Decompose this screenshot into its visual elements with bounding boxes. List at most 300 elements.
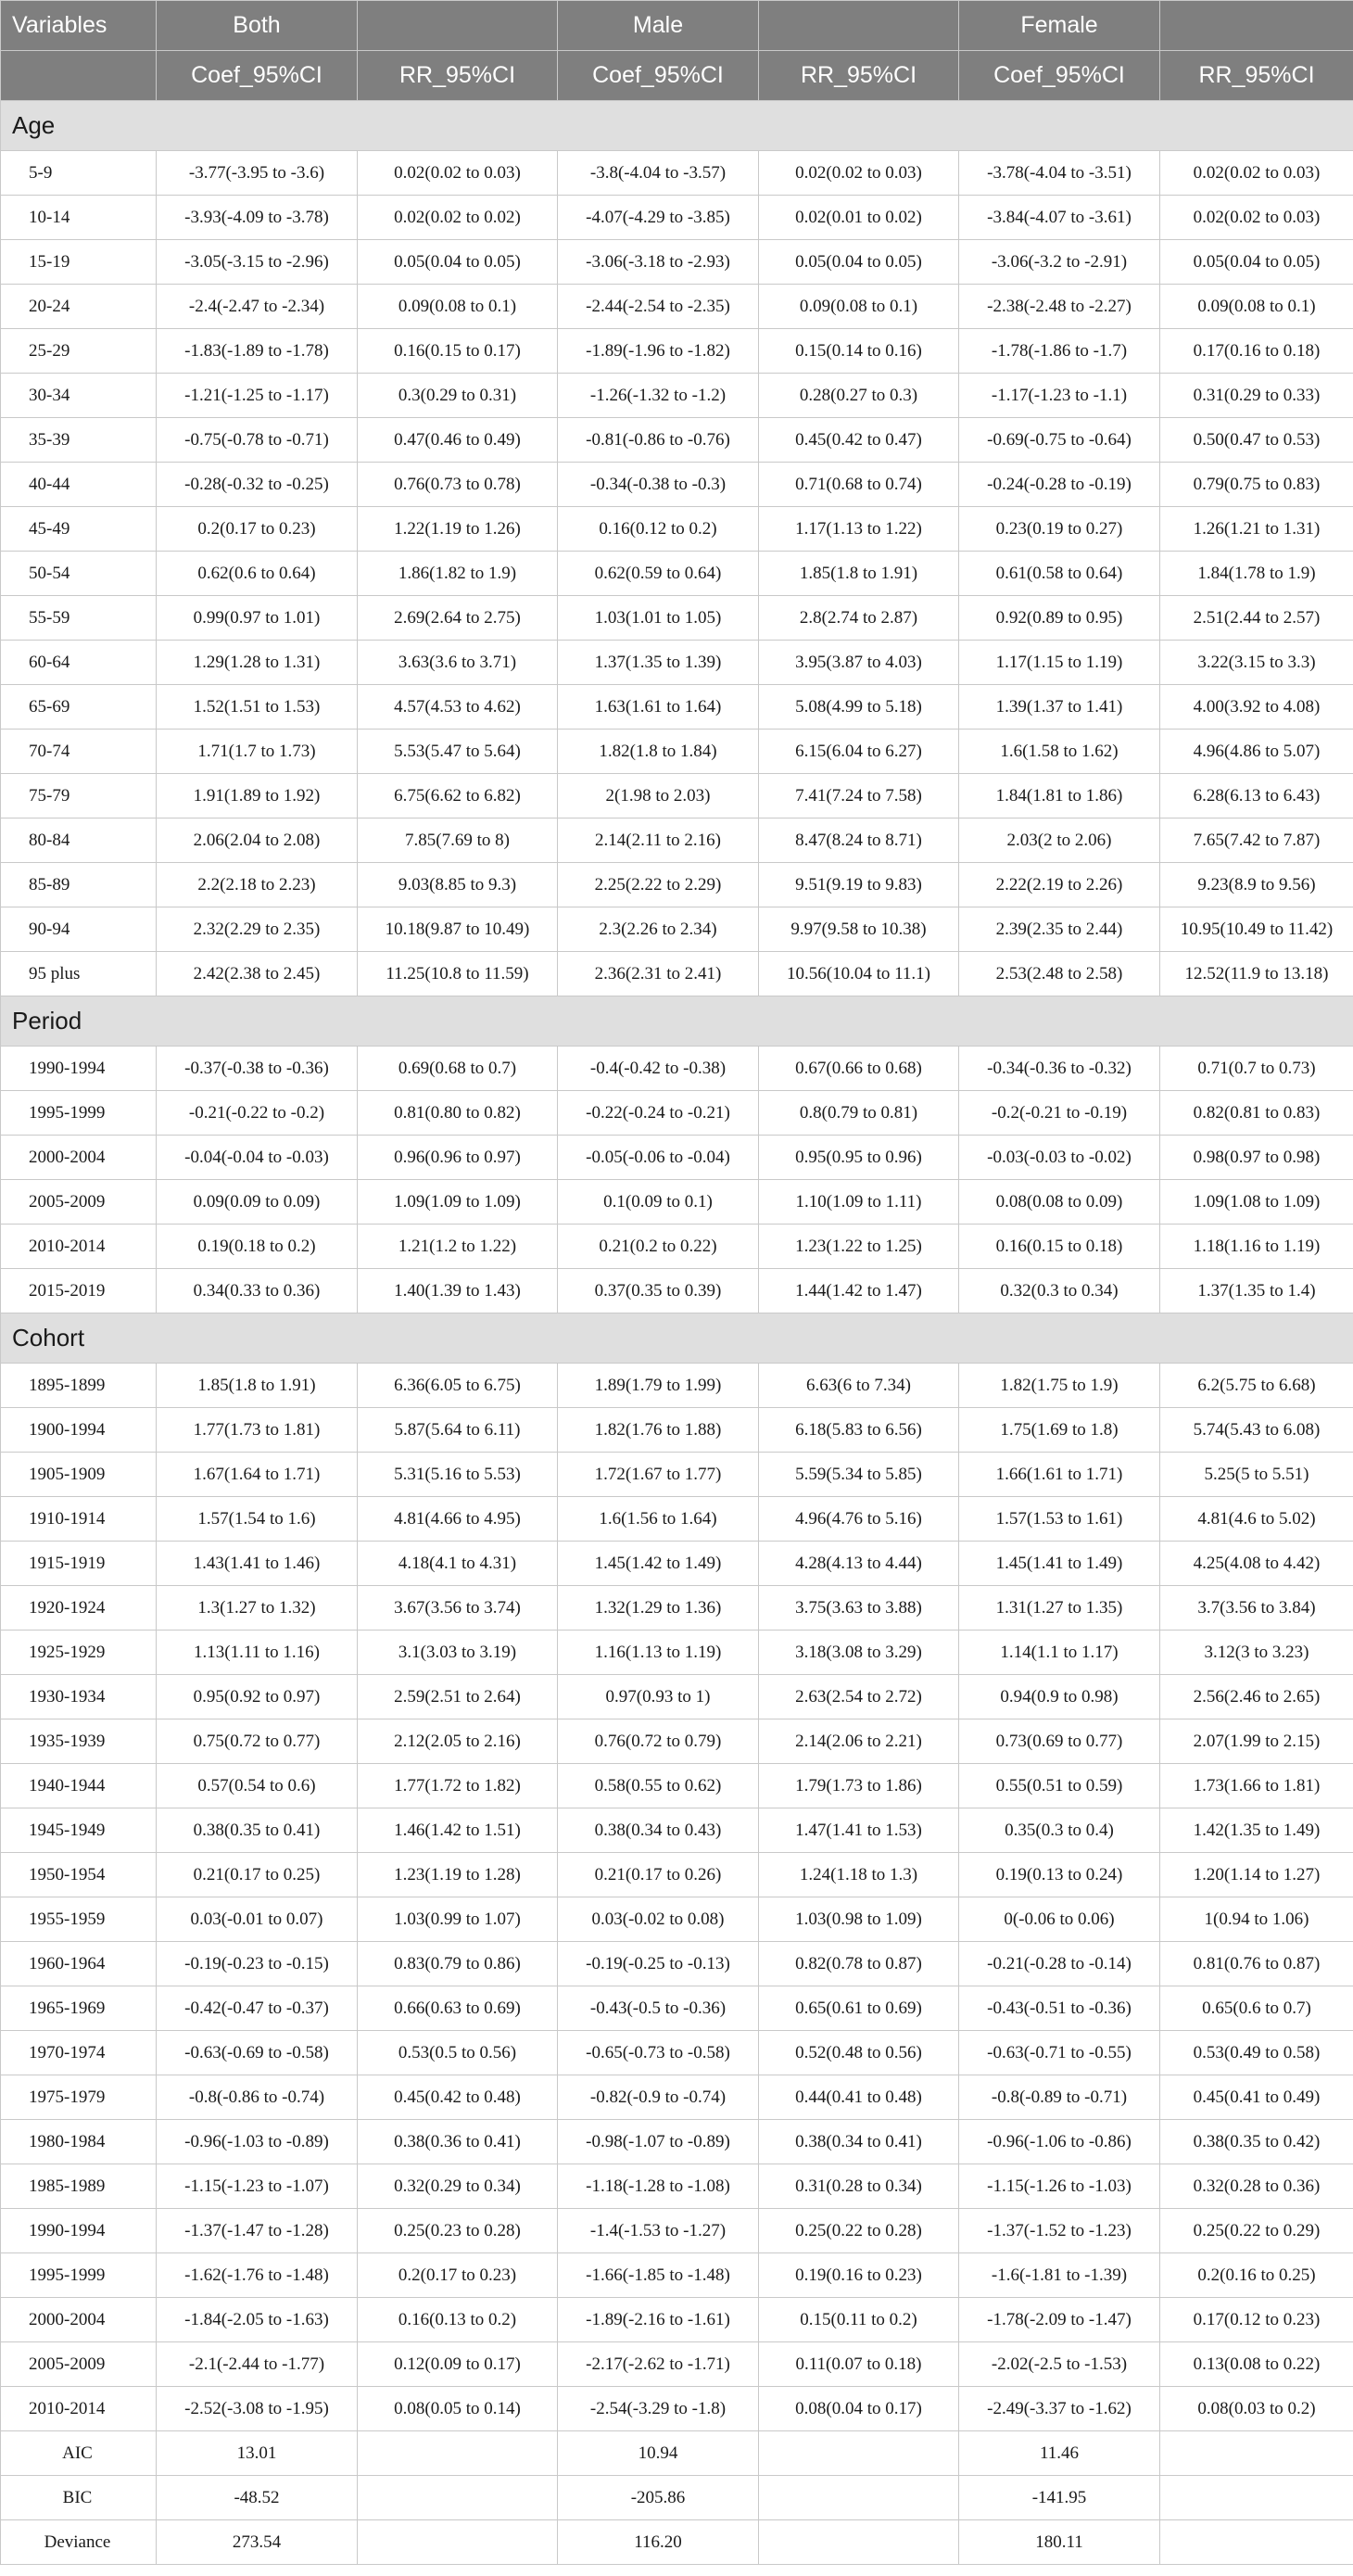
female-rr-cell: 12.52(11.9 to 13.18) bbox=[1160, 952, 1353, 996]
female-rr-cell: 4.00(3.92 to 4.08) bbox=[1160, 685, 1353, 730]
female-coef-cell: -2.49(-3.37 to -1.62) bbox=[959, 2387, 1160, 2431]
both-coef-cell: 2.06(2.04 to 2.08) bbox=[157, 818, 358, 863]
male-coef-cell: 0.21(0.2 to 0.22) bbox=[558, 1225, 759, 1269]
female-coef-cell: 1.14(1.1 to 1.17) bbox=[959, 1631, 1160, 1675]
male-rr-cell: 0.02(0.01 to 0.02) bbox=[759, 196, 959, 240]
female-coef-cell: 0.61(0.58 to 0.64) bbox=[959, 552, 1160, 596]
both-rr-cell: 1.86(1.82 to 1.9) bbox=[358, 552, 558, 596]
row-label-cell: 2015-2019 bbox=[1, 1269, 157, 1313]
male-coef-cell: 0.21(0.17 to 0.26) bbox=[558, 1853, 759, 1897]
male-rr-cell: 0.11(0.07 to 0.18) bbox=[759, 2342, 959, 2387]
both-rr-cell: 1.21(1.2 to 1.22) bbox=[358, 1225, 558, 1269]
both-coef-cell: 1.67(1.64 to 1.71) bbox=[157, 1453, 358, 1497]
male-coef-cell: -205.86 bbox=[558, 2476, 759, 2520]
female-coef-cell: -0.96(-1.06 to -0.86) bbox=[959, 2120, 1160, 2164]
both-rr-cell: 0.53(0.5 to 0.56) bbox=[358, 2031, 558, 2075]
both-coef-cell: 0.21(0.17 to 0.25) bbox=[157, 1853, 358, 1897]
female-coef-cell: 0.35(0.3 to 0.4) bbox=[959, 1808, 1160, 1853]
female-coef-cell: -1.6(-1.81 to -1.39) bbox=[959, 2253, 1160, 2298]
row-label-cell: 70-74 bbox=[1, 730, 157, 774]
header-row-groups bbox=[1, 1, 1353, 51]
both-rr-cell: 1.40(1.39 to 1.43) bbox=[358, 1269, 558, 1313]
female-rr-cell: 5.74(5.43 to 6.08) bbox=[1160, 1408, 1353, 1453]
table-row bbox=[1, 2120, 1353, 2164]
female-rr-cell: 5.25(5 to 5.51) bbox=[1160, 1453, 1353, 1497]
row-label-cell: 75-79 bbox=[1, 774, 157, 818]
both-coef-cell: -0.21(-0.22 to -0.2) bbox=[157, 1091, 358, 1136]
both-coef-cell: 0.34(0.33 to 0.36) bbox=[157, 1269, 358, 1313]
male-coef-cell: 0.76(0.72 to 0.79) bbox=[558, 1719, 759, 1764]
both-rr-cell bbox=[358, 2520, 558, 2565]
female-coef-cell: 0.92(0.89 to 0.95) bbox=[959, 596, 1160, 641]
both-coef-cell: 1.29(1.28 to 1.31) bbox=[157, 641, 358, 685]
both-coef-cell: -0.04(-0.04 to -0.03) bbox=[157, 1136, 358, 1180]
both-coef-cell: 2.42(2.38 to 2.45) bbox=[157, 952, 358, 996]
row-label-cell: 1970-1974 bbox=[1, 2031, 157, 2075]
table-row bbox=[1, 1719, 1353, 1764]
both-coef-cell: 1.85(1.8 to 1.91) bbox=[157, 1364, 358, 1408]
table-row bbox=[1, 329, 1353, 374]
table-row bbox=[1, 151, 1353, 196]
both-rr-cell: 0.16(0.13 to 0.2) bbox=[358, 2298, 558, 2342]
header-coef: Coef_95%CI bbox=[558, 51, 759, 101]
both-rr-cell: 1.22(1.19 to 1.26) bbox=[358, 507, 558, 552]
table-row bbox=[1, 818, 1353, 863]
male-coef-cell: 2.36(2.31 to 2.41) bbox=[558, 952, 759, 996]
both-coef-cell: -3.93(-4.09 to -3.78) bbox=[157, 196, 358, 240]
female-coef-cell: -1.78(-1.86 to -1.7) bbox=[959, 329, 1160, 374]
female-coef-cell: 1.84(1.81 to 1.86) bbox=[959, 774, 1160, 818]
female-rr-cell: 1.73(1.66 to 1.81) bbox=[1160, 1764, 1353, 1808]
male-rr-cell: 2.14(2.06 to 2.21) bbox=[759, 1719, 959, 1764]
female-coef-cell: -0.63(-0.71 to -0.55) bbox=[959, 2031, 1160, 2075]
both-coef-cell: 0.19(0.18 to 0.2) bbox=[157, 1225, 358, 1269]
male-rr-cell: 1.85(1.8 to 1.91) bbox=[759, 552, 959, 596]
both-rr-cell: 0.47(0.46 to 0.49) bbox=[358, 418, 558, 463]
row-label-cell: 5-9 bbox=[1, 151, 157, 196]
table-row bbox=[1, 1631, 1353, 1675]
both-rr-cell: 6.36(6.05 to 6.75) bbox=[358, 1364, 558, 1408]
male-rr-cell: 0.15(0.11 to 0.2) bbox=[759, 2298, 959, 2342]
section-title: Period bbox=[1, 996, 1353, 1047]
both-rr-cell: 0.66(0.63 to 0.69) bbox=[358, 1986, 558, 2031]
male-rr-cell: 2.63(2.54 to 2.72) bbox=[759, 1675, 959, 1719]
row-label-cell: 1960-1964 bbox=[1, 1942, 157, 1986]
female-rr-cell: 7.65(7.42 to 7.87) bbox=[1160, 818, 1353, 863]
male-rr-cell: 1.10(1.09 to 1.11) bbox=[759, 1180, 959, 1225]
stat-row bbox=[1, 2476, 1353, 2520]
table-row bbox=[1, 1453, 1353, 1497]
header-blank bbox=[1, 51, 157, 101]
female-rr-cell: 4.25(4.08 to 4.42) bbox=[1160, 1542, 1353, 1586]
table-row bbox=[1, 907, 1353, 952]
both-rr-cell: 5.53(5.47 to 5.64) bbox=[358, 730, 558, 774]
female-coef-cell: -2.38(-2.48 to -2.27) bbox=[959, 285, 1160, 329]
table-row bbox=[1, 2298, 1353, 2342]
both-rr-cell bbox=[358, 2431, 558, 2476]
both-rr-cell: 0.25(0.23 to 0.28) bbox=[358, 2209, 558, 2253]
both-rr-cell: 0.96(0.96 to 0.97) bbox=[358, 1136, 558, 1180]
female-coef-cell: 1.31(1.27 to 1.35) bbox=[959, 1586, 1160, 1631]
female-rr-cell: 0.02(0.02 to 0.03) bbox=[1160, 151, 1353, 196]
both-rr-cell: 5.31(5.16 to 5.53) bbox=[358, 1453, 558, 1497]
row-label-cell: 35-39 bbox=[1, 418, 157, 463]
both-rr-cell: 0.83(0.79 to 0.86) bbox=[358, 1942, 558, 1986]
female-coef-cell: 0.55(0.51 to 0.59) bbox=[959, 1764, 1160, 1808]
male-rr-cell: 0.8(0.79 to 0.81) bbox=[759, 1091, 959, 1136]
row-label-cell: 60-64 bbox=[1, 641, 157, 685]
section-title: Age bbox=[1, 101, 1353, 151]
female-coef-cell: 2.53(2.48 to 2.58) bbox=[959, 952, 1160, 996]
header-coef: Coef_95%CI bbox=[959, 51, 1160, 101]
male-rr-cell: 4.28(4.13 to 4.44) bbox=[759, 1542, 959, 1586]
header-rr: RR_95%CI bbox=[358, 51, 558, 101]
row-label-cell: 1955-1959 bbox=[1, 1897, 157, 1942]
female-coef-cell: 0.94(0.9 to 0.98) bbox=[959, 1675, 1160, 1719]
female-rr-cell: 2.56(2.46 to 2.65) bbox=[1160, 1675, 1353, 1719]
male-coef-cell: -0.05(-0.06 to -0.04) bbox=[558, 1136, 759, 1180]
header-rr: RR_95%CI bbox=[759, 51, 959, 101]
table-row bbox=[1, 1269, 1353, 1313]
male-coef-cell: 0.38(0.34 to 0.43) bbox=[558, 1808, 759, 1853]
male-coef-cell: 0.16(0.12 to 0.2) bbox=[558, 507, 759, 552]
both-rr-cell: 0.05(0.04 to 0.05) bbox=[358, 240, 558, 285]
both-rr-cell: 1.23(1.19 to 1.28) bbox=[358, 1853, 558, 1897]
male-coef-cell: 1.16(1.13 to 1.19) bbox=[558, 1631, 759, 1675]
both-coef-cell: -0.75(-0.78 to -0.71) bbox=[157, 418, 358, 463]
section-row-cohort bbox=[1, 1313, 1353, 1364]
table-row bbox=[1, 1047, 1353, 1091]
male-rr-cell: 8.47(8.24 to 8.71) bbox=[759, 818, 959, 863]
female-coef-cell: 0.73(0.69 to 0.77) bbox=[959, 1719, 1160, 1764]
male-rr-cell: 0.28(0.27 to 0.3) bbox=[759, 374, 959, 418]
male-rr-cell: 0.82(0.78 to 0.87) bbox=[759, 1942, 959, 1986]
female-coef-cell: -3.78(-4.04 to -3.51) bbox=[959, 151, 1160, 196]
female-coef-cell: 0.19(0.13 to 0.24) bbox=[959, 1853, 1160, 1897]
both-rr-cell: 1.09(1.09 to 1.09) bbox=[358, 1180, 558, 1225]
row-label-cell: 40-44 bbox=[1, 463, 157, 507]
male-coef-cell: 1.89(1.79 to 1.99) bbox=[558, 1364, 759, 1408]
female-rr-cell: 1.18(1.16 to 1.19) bbox=[1160, 1225, 1353, 1269]
row-label-cell: 1910-1914 bbox=[1, 1497, 157, 1542]
female-coef-cell: -1.37(-1.52 to -1.23) bbox=[959, 2209, 1160, 2253]
male-coef-cell: 0.97(0.93 to 1) bbox=[558, 1675, 759, 1719]
female-rr-cell: 1.37(1.35 to 1.4) bbox=[1160, 1269, 1353, 1313]
male-coef-cell: -1.89(-1.96 to -1.82) bbox=[558, 329, 759, 374]
female-coef-cell: 1.39(1.37 to 1.41) bbox=[959, 685, 1160, 730]
male-coef-cell: 2.3(2.26 to 2.34) bbox=[558, 907, 759, 952]
both-coef-cell: 1.91(1.89 to 1.92) bbox=[157, 774, 358, 818]
female-coef-cell: -1.15(-1.26 to -1.03) bbox=[959, 2164, 1160, 2209]
row-label-cell: 55-59 bbox=[1, 596, 157, 641]
male-rr-cell: 0.95(0.95 to 0.96) bbox=[759, 1136, 959, 1180]
both-rr-cell: 5.87(5.64 to 6.11) bbox=[358, 1408, 558, 1453]
both-rr-cell bbox=[358, 2476, 558, 2520]
both-coef-cell: -1.37(-1.47 to -1.28) bbox=[157, 2209, 358, 2253]
female-coef-cell: -0.43(-0.51 to -0.36) bbox=[959, 1986, 1160, 2031]
both-rr-cell: 0.16(0.15 to 0.17) bbox=[358, 329, 558, 374]
row-label-cell: 1900-1994 bbox=[1, 1408, 157, 1453]
female-rr-cell: 6.28(6.13 to 6.43) bbox=[1160, 774, 1353, 818]
male-rr-cell: 6.18(5.83 to 6.56) bbox=[759, 1408, 959, 1453]
male-coef-cell: -1.18(-1.28 to -1.08) bbox=[558, 2164, 759, 2209]
female-rr-cell: 0.71(0.7 to 0.73) bbox=[1160, 1047, 1353, 1091]
both-rr-cell: 1.46(1.42 to 1.51) bbox=[358, 1808, 558, 1853]
header-female: Female bbox=[959, 1, 1160, 51]
female-rr-cell: 0.81(0.76 to 0.87) bbox=[1160, 1942, 1353, 1986]
female-rr-cell: 0.53(0.49 to 0.58) bbox=[1160, 2031, 1353, 2075]
male-coef-cell: 2.14(2.11 to 2.16) bbox=[558, 818, 759, 863]
both-coef-cell: 0.09(0.09 to 0.09) bbox=[157, 1180, 358, 1225]
row-label-cell: 1915-1919 bbox=[1, 1542, 157, 1586]
female-rr-cell: 0.45(0.41 to 0.49) bbox=[1160, 2075, 1353, 2120]
both-coef-cell: -1.21(-1.25 to -1.17) bbox=[157, 374, 358, 418]
both-rr-cell: 0.2(0.17 to 0.23) bbox=[358, 2253, 558, 2298]
both-coef-cell: 1.77(1.73 to 1.81) bbox=[157, 1408, 358, 1453]
female-coef-cell: 0.32(0.3 to 0.34) bbox=[959, 1269, 1160, 1313]
male-rr-cell: 0.44(0.41 to 0.48) bbox=[759, 2075, 959, 2120]
female-rr-cell: 9.23(8.9 to 9.56) bbox=[1160, 863, 1353, 907]
both-rr-cell: 10.18(9.87 to 10.49) bbox=[358, 907, 558, 952]
female-coef-cell: -1.78(-2.09 to -1.47) bbox=[959, 2298, 1160, 2342]
row-label-cell: 1990-1994 bbox=[1, 2209, 157, 2253]
both-coef-cell: -2.4(-2.47 to -2.34) bbox=[157, 285, 358, 329]
female-coef-cell: -0.2(-0.21 to -0.19) bbox=[959, 1091, 1160, 1136]
female-rr-cell: 0.82(0.81 to 0.83) bbox=[1160, 1091, 1353, 1136]
male-rr-cell: 0.38(0.34 to 0.41) bbox=[759, 2120, 959, 2164]
male-rr-cell: 1.03(0.98 to 1.09) bbox=[759, 1897, 959, 1942]
row-label-cell: 10-14 bbox=[1, 196, 157, 240]
female-rr-cell: 0.38(0.35 to 0.42) bbox=[1160, 2120, 1353, 2164]
male-coef-cell: 10.94 bbox=[558, 2431, 759, 2476]
male-coef-cell: 1.6(1.56 to 1.64) bbox=[558, 1497, 759, 1542]
female-coef-cell: 1.17(1.15 to 1.19) bbox=[959, 641, 1160, 685]
table-body bbox=[1, 101, 1353, 2565]
male-coef-cell: 0.58(0.55 to 0.62) bbox=[558, 1764, 759, 1808]
table-row bbox=[1, 1091, 1353, 1136]
male-coef-cell: -0.81(-0.86 to -0.76) bbox=[558, 418, 759, 463]
table-row bbox=[1, 2075, 1353, 2120]
female-rr-cell: 0.98(0.97 to 0.98) bbox=[1160, 1136, 1353, 1180]
male-rr-cell: 6.15(6.04 to 6.27) bbox=[759, 730, 959, 774]
male-rr-cell: 0.08(0.04 to 0.17) bbox=[759, 2387, 959, 2431]
male-coef-cell: 1.45(1.42 to 1.49) bbox=[558, 1542, 759, 1586]
table-row bbox=[1, 1136, 1353, 1180]
stat-row bbox=[1, 2520, 1353, 2565]
both-coef-cell: 1.57(1.54 to 1.6) bbox=[157, 1497, 358, 1542]
male-coef-cell: 1.82(1.8 to 1.84) bbox=[558, 730, 759, 774]
female-coef-cell: 0.16(0.15 to 0.18) bbox=[959, 1225, 1160, 1269]
both-rr-cell: 0.12(0.09 to 0.17) bbox=[358, 2342, 558, 2387]
male-rr-cell: 0.05(0.04 to 0.05) bbox=[759, 240, 959, 285]
both-rr-cell: 0.38(0.36 to 0.41) bbox=[358, 2120, 558, 2164]
table-row bbox=[1, 641, 1353, 685]
male-rr-cell: 0.52(0.48 to 0.56) bbox=[759, 2031, 959, 2075]
both-coef-cell: 1.52(1.51 to 1.53) bbox=[157, 685, 358, 730]
both-rr-cell: 4.81(4.66 to 4.95) bbox=[358, 1497, 558, 1542]
row-label-cell: 1995-1999 bbox=[1, 1091, 157, 1136]
male-rr-cell: 1.47(1.41 to 1.53) bbox=[759, 1808, 959, 1853]
female-coef-cell: 1.75(1.69 to 1.8) bbox=[959, 1408, 1160, 1453]
both-coef-cell: -3.05(-3.15 to -2.96) bbox=[157, 240, 358, 285]
both-coef-cell: -0.63(-0.69 to -0.58) bbox=[157, 2031, 358, 2075]
row-label-cell: 1945-1949 bbox=[1, 1808, 157, 1853]
table-row bbox=[1, 240, 1353, 285]
male-rr-cell bbox=[759, 2476, 959, 2520]
row-label-cell: 85-89 bbox=[1, 863, 157, 907]
female-rr-cell: 1.20(1.14 to 1.27) bbox=[1160, 1853, 1353, 1897]
table-row bbox=[1, 1897, 1353, 1942]
female-rr-cell: 10.95(10.49 to 11.42) bbox=[1160, 907, 1353, 952]
female-coef-cell: 11.46 bbox=[959, 2431, 1160, 2476]
male-rr-cell: 0.71(0.68 to 0.74) bbox=[759, 463, 959, 507]
male-coef-cell: -3.8(-4.04 to -3.57) bbox=[558, 151, 759, 196]
female-coef-cell: -0.21(-0.28 to -0.14) bbox=[959, 1942, 1160, 1986]
table-row bbox=[1, 374, 1353, 418]
both-rr-cell: 1.03(0.99 to 1.07) bbox=[358, 1897, 558, 1942]
both-coef-cell: 2.2(2.18 to 2.23) bbox=[157, 863, 358, 907]
female-coef-cell: -3.06(-3.2 to -2.91) bbox=[959, 240, 1160, 285]
table-row bbox=[1, 863, 1353, 907]
row-label-cell: 1995-1999 bbox=[1, 2253, 157, 2298]
female-rr-cell: 3.12(3 to 3.23) bbox=[1160, 1631, 1353, 1675]
male-coef-cell: 2.25(2.22 to 2.29) bbox=[558, 863, 759, 907]
female-rr-cell: 0.65(0.6 to 0.7) bbox=[1160, 1986, 1353, 2031]
both-coef-cell: -48.52 bbox=[157, 2476, 358, 2520]
male-rr-cell: 7.41(7.24 to 7.58) bbox=[759, 774, 959, 818]
male-rr-cell: 9.97(9.58 to 10.38) bbox=[759, 907, 959, 952]
both-coef-cell: -1.62(-1.76 to -1.48) bbox=[157, 2253, 358, 2298]
both-coef-cell: -0.19(-0.23 to -0.15) bbox=[157, 1942, 358, 1986]
both-rr-cell: 0.81(0.80 to 0.82) bbox=[358, 1091, 558, 1136]
stat-row bbox=[1, 2431, 1353, 2476]
row-label-cell: 2005-2009 bbox=[1, 2342, 157, 2387]
female-rr-cell bbox=[1160, 2520, 1353, 2565]
female-coef-cell: 2.03(2 to 2.06) bbox=[959, 818, 1160, 863]
both-rr-cell: 0.3(0.29 to 0.31) bbox=[358, 374, 558, 418]
table-row bbox=[1, 1180, 1353, 1225]
table-row bbox=[1, 2387, 1353, 2431]
male-rr-cell: 5.08(4.99 to 5.18) bbox=[759, 685, 959, 730]
male-coef-cell: -0.19(-0.25 to -0.13) bbox=[558, 1942, 759, 1986]
male-coef-cell: 1.72(1.67 to 1.77) bbox=[558, 1453, 759, 1497]
table-row bbox=[1, 1586, 1353, 1631]
male-rr-cell: 3.18(3.08 to 3.29) bbox=[759, 1631, 959, 1675]
row-label-cell: 80-84 bbox=[1, 818, 157, 863]
table-row bbox=[1, 2031, 1353, 2075]
header-variables: Variables bbox=[1, 1, 157, 51]
both-coef-cell: 0.62(0.6 to 0.64) bbox=[157, 552, 358, 596]
both-rr-cell: 9.03(8.85 to 9.3) bbox=[358, 863, 558, 907]
both-coef-cell: -0.37(-0.38 to -0.36) bbox=[157, 1047, 358, 1091]
male-rr-cell bbox=[759, 2431, 959, 2476]
both-coef-cell: 0.75(0.72 to 0.77) bbox=[157, 1719, 358, 1764]
male-rr-cell: 1.23(1.22 to 1.25) bbox=[759, 1225, 959, 1269]
male-coef-cell: 0.62(0.59 to 0.64) bbox=[558, 552, 759, 596]
both-rr-cell: 0.32(0.29 to 0.34) bbox=[358, 2164, 558, 2209]
header-row-metrics bbox=[1, 51, 1353, 101]
female-coef-cell: 2.39(2.35 to 2.44) bbox=[959, 907, 1160, 952]
female-rr-cell: 4.81(4.6 to 5.02) bbox=[1160, 1497, 1353, 1542]
female-rr-cell: 0.2(0.16 to 0.25) bbox=[1160, 2253, 1353, 2298]
male-coef-cell: -0.82(-0.9 to -0.74) bbox=[558, 2075, 759, 2120]
male-rr-cell: 0.02(0.02 to 0.03) bbox=[759, 151, 959, 196]
both-coef-cell: 0.57(0.54 to 0.6) bbox=[157, 1764, 358, 1808]
row-label-cell: 15-19 bbox=[1, 240, 157, 285]
female-coef-cell: -0.24(-0.28 to -0.19) bbox=[959, 463, 1160, 507]
row-label-cell: 2010-2014 bbox=[1, 2387, 157, 2431]
male-coef-cell: -2.44(-2.54 to -2.35) bbox=[558, 285, 759, 329]
row-label-cell: 1990-1994 bbox=[1, 1047, 157, 1091]
header-blank bbox=[358, 1, 558, 51]
both-coef-cell: -2.1(-2.44 to -1.77) bbox=[157, 2342, 358, 2387]
both-coef-cell: 0.2(0.17 to 0.23) bbox=[157, 507, 358, 552]
table-row bbox=[1, 952, 1353, 996]
male-rr-cell: 3.75(3.63 to 3.88) bbox=[759, 1586, 959, 1631]
female-coef-cell: -1.17(-1.23 to -1.1) bbox=[959, 374, 1160, 418]
male-rr-cell: 0.31(0.28 to 0.34) bbox=[759, 2164, 959, 2209]
both-rr-cell: 0.45(0.42 to 0.48) bbox=[358, 2075, 558, 2120]
row-label-cell: Deviance bbox=[1, 2520, 157, 2565]
row-label-cell: 1905-1909 bbox=[1, 1453, 157, 1497]
both-rr-cell: 3.67(3.56 to 3.74) bbox=[358, 1586, 558, 1631]
female-coef-cell: -141.95 bbox=[959, 2476, 1160, 2520]
male-rr-cell: 6.63(6 to 7.34) bbox=[759, 1364, 959, 1408]
female-rr-cell: 1.84(1.78 to 1.9) bbox=[1160, 552, 1353, 596]
row-label-cell: 1895-1899 bbox=[1, 1364, 157, 1408]
table-row bbox=[1, 1764, 1353, 1808]
row-label-cell: 1980-1984 bbox=[1, 2120, 157, 2164]
table-row bbox=[1, 2342, 1353, 2387]
row-label-cell: 1925-1929 bbox=[1, 1631, 157, 1675]
both-coef-cell: 0.95(0.92 to 0.97) bbox=[157, 1675, 358, 1719]
section-row-period bbox=[1, 996, 1353, 1047]
both-coef-cell: -1.84(-2.05 to -1.63) bbox=[157, 2298, 358, 2342]
row-label-cell: 90-94 bbox=[1, 907, 157, 952]
table-row bbox=[1, 285, 1353, 329]
female-rr-cell: 1(0.94 to 1.06) bbox=[1160, 1897, 1353, 1942]
male-coef-cell: 1.63(1.61 to 1.64) bbox=[558, 685, 759, 730]
female-rr-cell: 1.26(1.21 to 1.31) bbox=[1160, 507, 1353, 552]
both-coef-cell: 1.43(1.41 to 1.46) bbox=[157, 1542, 358, 1586]
both-coef-cell: 273.54 bbox=[157, 2520, 358, 2565]
female-rr-cell bbox=[1160, 2431, 1353, 2476]
row-label-cell: 2005-2009 bbox=[1, 1180, 157, 1225]
male-coef-cell: -1.89(-2.16 to -1.61) bbox=[558, 2298, 759, 2342]
both-coef-cell: -0.96(-1.03 to -0.89) bbox=[157, 2120, 358, 2164]
female-coef-cell: 1.66(1.61 to 1.71) bbox=[959, 1453, 1160, 1497]
both-coef-cell: 1.3(1.27 to 1.32) bbox=[157, 1586, 358, 1631]
male-coef-cell: -0.43(-0.5 to -0.36) bbox=[558, 1986, 759, 2031]
both-rr-cell: 3.1(3.03 to 3.19) bbox=[358, 1631, 558, 1675]
table-row bbox=[1, 2209, 1353, 2253]
both-rr-cell: 2.69(2.64 to 2.75) bbox=[358, 596, 558, 641]
male-coef-cell: 116.20 bbox=[558, 2520, 759, 2565]
male-coef-cell: -0.4(-0.42 to -0.38) bbox=[558, 1047, 759, 1091]
male-rr-cell: 1.44(1.42 to 1.47) bbox=[759, 1269, 959, 1313]
male-rr-cell: 4.96(4.76 to 5.16) bbox=[759, 1497, 959, 1542]
male-coef-cell: -4.07(-4.29 to -3.85) bbox=[558, 196, 759, 240]
row-label-cell: 1950-1954 bbox=[1, 1853, 157, 1897]
table-row bbox=[1, 463, 1353, 507]
male-coef-cell: 0.1(0.09 to 0.1) bbox=[558, 1180, 759, 1225]
header-both: Both bbox=[157, 1, 358, 51]
both-coef-cell: 2.32(2.29 to 2.35) bbox=[157, 907, 358, 952]
table-row bbox=[1, 507, 1353, 552]
row-label-cell: 1965-1969 bbox=[1, 1986, 157, 2031]
female-coef-cell: 1.6(1.58 to 1.62) bbox=[959, 730, 1160, 774]
female-rr-cell: 0.31(0.29 to 0.33) bbox=[1160, 374, 1353, 418]
